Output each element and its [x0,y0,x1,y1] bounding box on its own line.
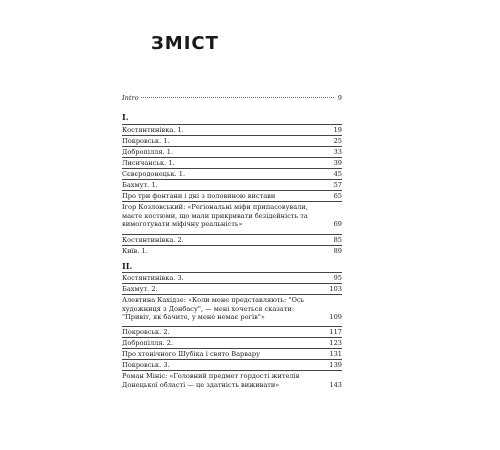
toc-entry[interactable] [122,124,342,135]
toc-entry[interactable] [122,146,342,157]
toc-entry[interactable] [122,190,342,201]
toc-entry-interview[interactable] [122,201,342,229]
toc-entry[interactable] [122,272,342,283]
toc-entry-page: 109 [329,313,342,322]
toc-entry-label: Про хтонічного Шубіка і свято Варвару [122,350,260,358]
toc-entry-page: 19 [333,126,342,134]
toc-entry[interactable] [122,359,342,370]
toc-entry-page: 45 [333,170,342,178]
toc-entry-label: Покровськ. 1. [122,137,170,145]
toc-entry-label: Сєвєродонецьк. 1. [122,170,186,178]
toc-entry-page: 9 [337,94,342,102]
toc-entry-page: 85 [333,236,342,244]
toc-entry-page: 139 [329,361,342,369]
toc-entry-label: Алевтина Кахідзе: «Коли мене представляють: "Ось художниця з Донбасу", — мені хочеться сказати: "Привіт, як бачите, у мене немає рогів"» [122,296,305,322]
toc-entry-intro[interactable] [122,94,342,103]
toc-entry-label: Костянтинівка. 1. [122,126,184,134]
toc-entry-label: Бахмут. 1. [122,181,158,189]
toc-entry[interactable] [122,348,342,359]
toc-entry-label: Добропілля. 2. [122,339,174,347]
toc-entry-page: 131 [329,350,342,358]
toc-entry-label: Костянтинівка. 2. [122,236,184,244]
toc-entry-label: Ігор Козловський: «Регіональні міфи припасовували, маєте костюми, що мали прикривати безідейність та вимоготувати міфічну реальність» [122,203,308,229]
toc-entry-label: Лисичанськ. 1. [122,159,175,167]
toc-entry-label: Intro [122,94,139,102]
toc-entry[interactable] [122,179,342,190]
section-mark-2: II. [122,261,133,271]
toc-entry-page: 89 [333,247,342,255]
toc-entry-label: Добропілля. 1. [122,148,174,156]
toc-entry[interactable] [122,245,342,256]
toc-entry-label: Костянтинівка. 3. [122,274,184,282]
toc-entry-page: 33 [333,148,342,156]
toc-entry-page: 123 [329,339,342,347]
toc-entry-page: 103 [329,285,342,293]
toc-entry-label: Про три фонтани і дні з половиною вистави [122,192,276,200]
toc-entry-page: 39 [333,159,342,167]
toc-entry[interactable] [122,135,342,146]
toc-entry-label: Покровськ. 2. [122,328,170,336]
toc-entry-page: 143 [329,380,342,389]
toc-entry[interactable] [122,234,342,245]
toc-entry[interactable] [122,326,342,337]
leader-dots [141,97,334,98]
toc-entry-page: 95 [333,274,342,282]
toc-entry-label: Київ. 1. [122,247,148,255]
toc-entry-label: Покровськ. 3. [122,361,170,369]
toc-entry-page: 69 [333,220,342,229]
toc-entry-page: 25 [333,137,342,145]
toc-entry-interview[interactable] [122,370,342,389]
toc-entry[interactable] [122,337,342,348]
toc-entry-interview[interactable] [122,294,342,322]
toc-entry[interactable] [122,157,342,168]
toc-entry-page: 117 [329,328,342,336]
toc-entry[interactable] [122,168,342,179]
toc-entry-page: 65 [333,192,342,200]
toc-entry-page: 57 [333,181,342,189]
section-mark-1: I. [122,112,129,122]
toc-entry-label: Бахмут. 2. [122,285,158,293]
toc-entry[interactable] [122,283,342,294]
page-title: ЗМІСТ [151,33,219,54]
toc-entry-label: Роман Мініс: «Головний предмет гордості жителів Донецької області — це здатність виживати» [122,372,300,389]
